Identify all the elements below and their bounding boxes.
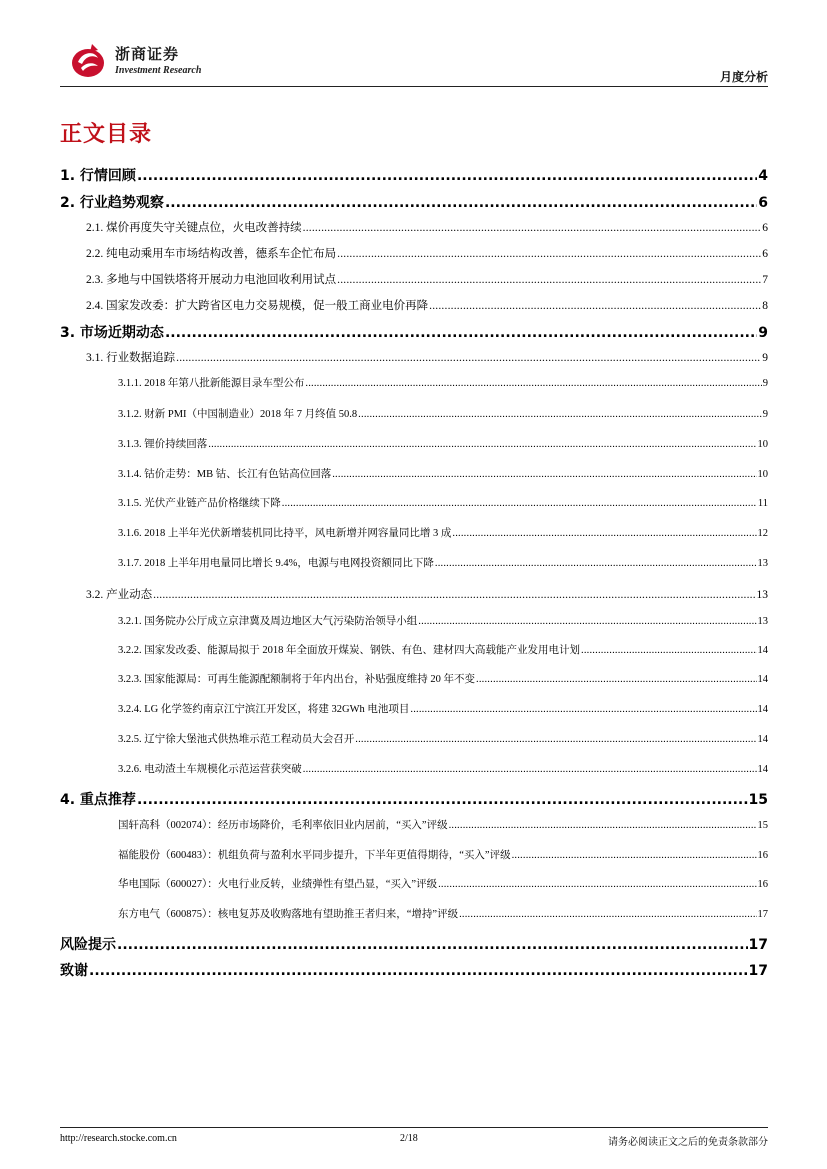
toc-leader [305, 378, 761, 389]
toc-entry-label: 3.2.2. 国家发改委、能源局拟于 2018 年全面放开煤炭、钢铁、有色、建材四大高载能产业发用电计划 [118, 645, 580, 656]
toc-leader [435, 558, 757, 569]
toc-leader [282, 498, 757, 509]
zheshang-logo-icon [68, 40, 108, 80]
toc-entry-label: 2.1. 煤价再度失守关键点位，火电改善持续 [86, 222, 302, 234]
toc-leader [165, 195, 757, 211]
toc-entry[interactable] [118, 495, 768, 510]
header-divider [60, 86, 768, 87]
toc-entry-label: 3.1.7. 2018 上半年用电量同比增长 9.4%，电源与电网投资额同比下降 [118, 558, 434, 569]
toc-entry-label: 3.1.5. 光伏产业链产品价格继续下降 [118, 498, 281, 509]
toc-entry[interactable] [118, 876, 768, 891]
toc-entry[interactable] [118, 406, 768, 421]
toc-entry-label: 1. 行情回顾 [60, 168, 136, 184]
toc-entry-label: 3.1.6. 2018 上半年光伏新增装机同比持平，风电新增并网容量同比增 3 成 [118, 528, 452, 539]
toc-leader [581, 645, 757, 656]
brand-subtitle: Investment Research [115, 65, 202, 76]
toc-entry[interactable] [118, 642, 768, 657]
toc-leader [358, 409, 762, 420]
toc-entry-label: 3.1.1. 2018 年第八批新能源目录车型公布 [118, 378, 305, 389]
toc-leader [117, 937, 748, 953]
toc-leader [476, 674, 757, 685]
toc-entry-label: 3. 市场近期动态 [60, 325, 164, 341]
toc-entry[interactable] [86, 245, 768, 261]
toc-leader [337, 274, 761, 286]
toc-entry[interactable] [118, 731, 768, 746]
toc-entry-label: 致谢 [60, 963, 88, 979]
toc-entry[interactable] [86, 349, 768, 365]
report-type: 月度分析 [719, 70, 768, 84]
toc-entry[interactable] [60, 322, 768, 342]
toc-entry-page: 14 [757, 674, 768, 685]
toc-leader [452, 528, 756, 539]
toc-title: 正文目录 [60, 122, 153, 147]
toc-entry-label: 2.3. 多地与中国铁塔将开展动力电池回收利用试点 [86, 274, 337, 286]
toc-entry-page: 14 [757, 734, 768, 745]
toc-entry-page: 17 [757, 909, 768, 920]
toc-entry-label: 3.1. 行业数据追踪 [86, 352, 176, 364]
toc-entry-page: 15 [748, 792, 768, 808]
toc-entry-label: 国轩高科（002074）：经历市场降价，毛利率依旧业内居前，“买入”评级 [118, 820, 448, 831]
toc-entry-page: 14 [757, 645, 768, 656]
toc-entry[interactable] [118, 906, 768, 921]
toc-entry-page: 17 [748, 963, 768, 979]
toc-entry-page: 10 [757, 439, 768, 450]
toc-leader [153, 589, 755, 601]
toc-entry-page: 9 [762, 409, 768, 420]
toc-leader [429, 300, 761, 312]
footer-divider [60, 1127, 768, 1128]
toc-entry-label: 3.1.4. 钴价走势：MB 钴、长江有色钴高位回落 [118, 469, 332, 480]
toc-entry-page: 7 [762, 274, 768, 286]
brand-name: 浙商证券 [115, 45, 180, 63]
toc-entry[interactable] [118, 525, 768, 540]
toc-entry-label: 3.2.6. 电动渣土车规模化示范运营获突破 [118, 764, 302, 775]
toc-leader [208, 439, 756, 450]
toc-entry-label: 风险提示 [60, 937, 116, 953]
toc-leader [355, 734, 756, 745]
toc-entry-label: 2.2. 纯电动乘用车市场结构改善，德系车企忙布局 [86, 248, 337, 260]
toc-entry[interactable] [86, 297, 768, 313]
toc-leader [303, 222, 762, 234]
toc-entry-page: 9 [762, 352, 768, 364]
toc-leader [459, 909, 756, 920]
toc-entry-page: 11 [757, 498, 768, 509]
footer-page-number: 2/18 [400, 1133, 418, 1144]
toc-entry[interactable] [118, 436, 768, 451]
toc-entry-label: 3.1.2. 财新 PMI（中国制造业）2018 年 7 月终值 50.8 [118, 409, 358, 420]
toc-entry-page: 14 [757, 764, 768, 775]
toc-entry-label: 东方电气（600875）：核电复苏及收购落地有望助推王者归来，“增持”评级 [118, 909, 459, 920]
toc-entry-page: 9 [758, 325, 768, 341]
toc-entry[interactable] [118, 847, 768, 862]
toc-entry[interactable] [86, 586, 768, 602]
toc-entry[interactable] [118, 466, 768, 481]
toc-entry-page: 13 [757, 616, 768, 627]
toc-entry-label: 2.4. 国家发改委：扩大跨省区电力交易规模，促一般工商业电价再降 [86, 300, 429, 312]
toc-entry-page: 16 [757, 850, 768, 861]
toc-entry[interactable] [118, 817, 768, 832]
toc-entry-label: 3.2.3. 国家能源局：可再生能源配额制将于年内出台，补贴强度维持 20 年不变 [118, 674, 475, 685]
toc-leader [438, 879, 756, 890]
toc-leader [410, 704, 756, 715]
toc-leader [137, 792, 748, 808]
page-header [60, 38, 768, 88]
toc-entry[interactable] [118, 671, 768, 686]
toc-entry[interactable] [118, 701, 768, 716]
toc-entry-page: 6 [758, 195, 768, 211]
toc-leader [176, 352, 761, 364]
toc-entry-page: 14 [757, 704, 768, 715]
toc-entry[interactable] [60, 789, 768, 809]
toc-entry[interactable] [118, 761, 768, 776]
toc-entry-page: 6 [762, 222, 768, 234]
toc-entry[interactable] [86, 271, 768, 287]
footer-url[interactable]: http://research.stocke.com.cn [60, 1133, 177, 1144]
toc-entry[interactable] [60, 165, 768, 185]
toc-entry[interactable] [60, 960, 768, 980]
toc-entry-page: 9 [762, 378, 768, 389]
toc-entry-label: 华电国际（600027）：火电行业反转，业绩弹性有望凸显，“买入”评级 [118, 879, 438, 890]
toc-entry-label: 3.1.3. 锂价持续回落 [118, 439, 208, 450]
toc-entry-page: 16 [757, 879, 768, 890]
toc-entry[interactable] [86, 219, 768, 235]
toc-entry-label: 4. 重点推荐 [60, 792, 136, 808]
toc-leader [303, 764, 757, 775]
toc-entry-label: 3.2.4. LG 化学签约南京江宁滨江开发区，将建 32GWh 电池项目 [118, 704, 410, 715]
toc-entry[interactable] [118, 555, 768, 570]
toc-entry-label: 3.2.5. 辽宁徐大堡池式供热堆示范工程动员大会召开 [118, 734, 355, 745]
toc-entry[interactable] [118, 375, 768, 390]
toc-leader [89, 963, 748, 979]
toc-leader [449, 820, 757, 831]
toc-entry-page: 13 [757, 558, 768, 569]
toc-entry-page: 12 [757, 528, 768, 539]
toc-leader [165, 325, 757, 341]
toc-entry-page: 13 [756, 589, 768, 601]
toc-entry[interactable] [60, 934, 768, 954]
toc-entry-page: 4 [758, 168, 768, 184]
toc-leader [512, 850, 757, 861]
toc-entry-page: 17 [748, 937, 768, 953]
toc-entry[interactable] [60, 192, 768, 212]
toc-entry-label: 福能股份（600483）：机组负荷与盈利水平同步提升，下半年更值得期待，“买入”评级 [118, 850, 511, 861]
toc-leader [418, 616, 756, 627]
toc-entry-label: 2. 行业趋势观察 [60, 195, 164, 211]
toc-entry-page: 10 [757, 469, 768, 480]
toc-entry-label: 3.2. 产业动态 [86, 589, 153, 601]
footer-disclaimer: 请务必阅读正文之后的免责条款部分 [608, 1137, 768, 1148]
toc-entry-label: 3.2.1. 国务院办公厅成立京津冀及周边地区大气污染防治领导小组 [118, 616, 418, 627]
toc-entry-page: 6 [762, 248, 768, 260]
toc-leader [137, 168, 757, 184]
toc-leader [337, 248, 761, 260]
toc-entry[interactable] [118, 613, 768, 628]
toc-entry-page: 15 [757, 820, 768, 831]
toc-entry-page: 8 [762, 300, 768, 312]
toc-leader [332, 469, 756, 480]
